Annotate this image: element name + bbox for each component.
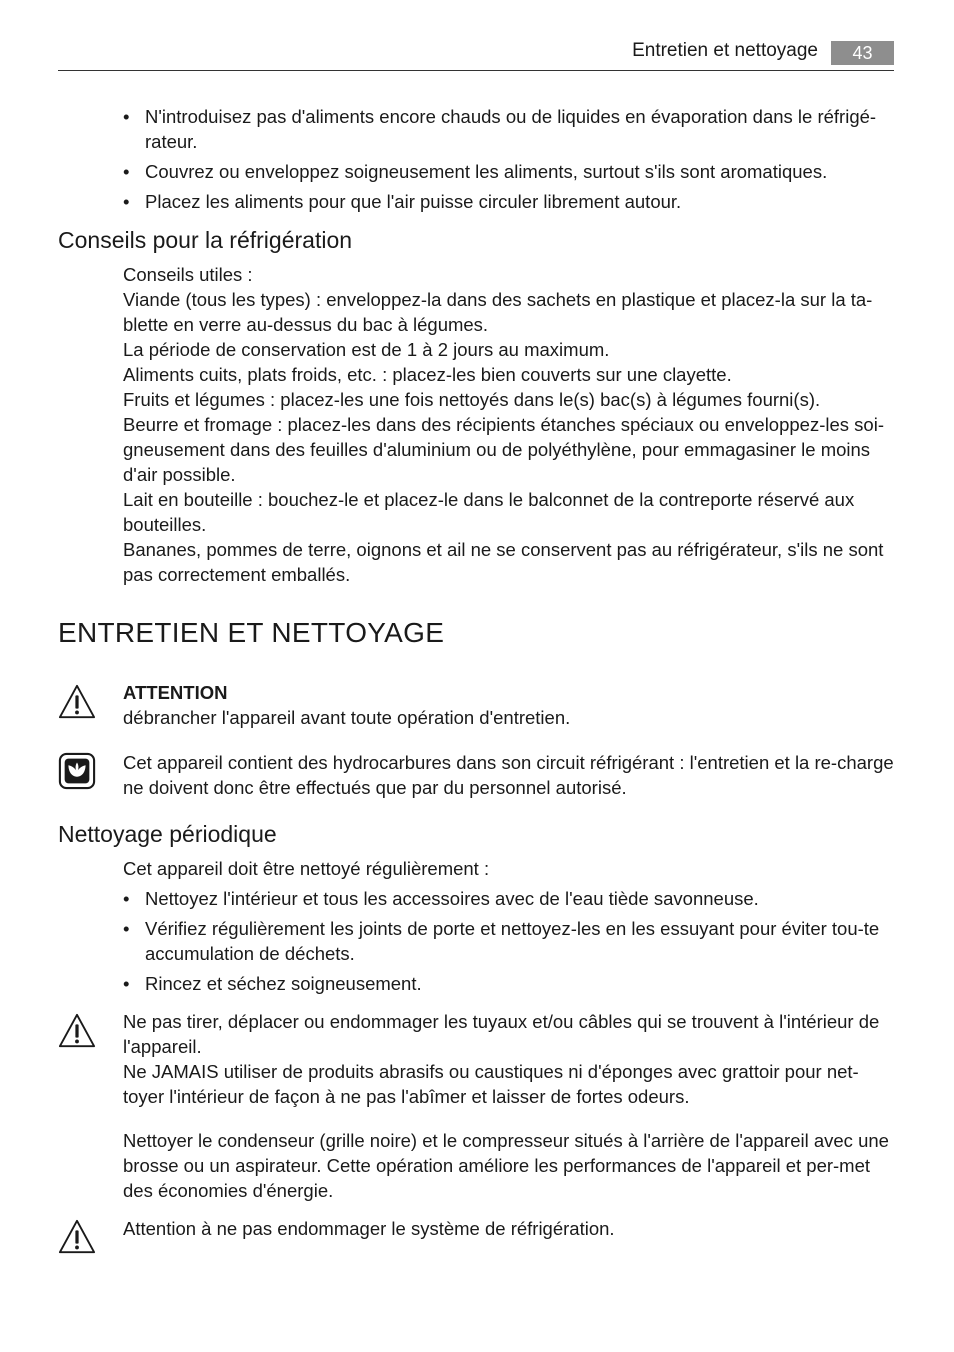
main-heading: ENTRETIEN ET NETTOYAGE [58, 617, 445, 648]
paragraph: La période de conservation est de 1 à 2 jours au maximum. [123, 339, 610, 360]
warning-triangle-icon [58, 1012, 96, 1050]
warning-triangle-icon [58, 683, 96, 721]
nettoyage-heading: Nettoyage périodique [58, 821, 277, 847]
paragraph: Conseils utiles : [123, 264, 253, 285]
paragraph: Viande (tous les types) : enveloppez-la dans des sachets en plastique et placez-la sur la ta-blette en verre au-dessus du bac à légumes. [123, 289, 873, 335]
paragraph: Cet appareil doit être nettoyé régulièrement : [123, 858, 490, 879]
paragraph: Beurre et fromage : placez-les dans des récipients étanches spéciaux ou enveloppez-les soi-gneusement dans des feuilles d'aluminium ou de polyéthylène, pour emmagasiner le moins d'air possible. [123, 414, 884, 485]
attention-block [123, 680, 894, 730]
list-item: • N'introduisez pas d'aliments encore chauds ou de liquides en évaporation dans le réfrigé-rateur. [123, 104, 894, 154]
list-item: • Placez les aliments pour que l'air puisse circuler librement autour. [123, 189, 894, 214]
list-item: • Couvrez ou enveloppez soigneusement les aliments, surtout s'ils sont aromatiques. [123, 159, 894, 184]
paragraph: Aliments cuits, plats froids, etc. : placez-les bien couverts sur une clayette. [123, 364, 732, 385]
intro-bullet-list [123, 104, 894, 219]
paragraph: Attention à ne pas endommager le système de réfrigération. [123, 1218, 615, 1239]
list-item: • Vérifiez régulièrement les joints de porte et nettoyez-les en les essuyant pour éviter tou-te accumulation de déchets. [123, 916, 894, 966]
warning-block [123, 1009, 894, 1109]
list-item: • Rincez et séchez soigneusement. [123, 971, 894, 996]
environment-info-icon [58, 752, 96, 790]
attention-text: débrancher l'appareil avant toute opération d'entretien. [123, 707, 571, 728]
list-item: • Nettoyez l'intérieur et tous les accessoires avec de l'eau tiède savonneuse. [123, 886, 894, 911]
warning-final [123, 1216, 894, 1241]
paragraph: Ne pas tirer, déplacer ou endommager les tuyaux et/ou câbles qui se trouvent à l'intérieur de l'appareil. [123, 1011, 880, 1057]
attention-title: ATTENTION [123, 682, 228, 703]
paragraph: Nettoyer le condenseur (grille noire) et le compresseur situés à l'arrière de l'appareil avec une brosse ou un aspirateur. Cette opération améliore les performances de l'appareil et per-met des économies d'énergie. [123, 1130, 889, 1201]
section-title: Entretien et nettoyage [632, 40, 818, 61]
header-rule [58, 70, 894, 71]
paragraph: Cet appareil contient des hydrocarbures dans son circuit réfrigérant : l'entretien et la re-charge ne doivent donc être effectués que par du personnel autorisé. [123, 752, 894, 798]
condenseur-text [123, 1128, 894, 1203]
paragraph: Lait en bouteille : bouchez-le et placez-le dans le balconnet de la contreporte réservé aux bouteilles. [123, 489, 855, 535]
paragraph: Fruits et légumes : placez-les une fois nettoyés dans le(s) bac(s) à légumes fourni(s). [123, 389, 821, 410]
eco-note [123, 750, 894, 800]
paragraph: Ne JAMAIS utiliser de produits abrasifs ou caustiques ni d'éponges avec grattoir pour net-toyer l'intérieur de façon à ne pas l'abîmer et laisser de fortes odeurs. [123, 1061, 859, 1107]
conseils-text [123, 262, 894, 587]
warning-triangle-icon [58, 1218, 96, 1256]
page-number: 43 [831, 41, 894, 65]
conseils-heading: Conseils pour la réfrigération [58, 227, 353, 253]
nettoyage-text [123, 856, 894, 1001]
paragraph: Bananes, pommes de terre, oignons et ail ne se conservent pas au réfrigérateur, s'ils ne sont pas correctement emballés. [123, 539, 884, 585]
